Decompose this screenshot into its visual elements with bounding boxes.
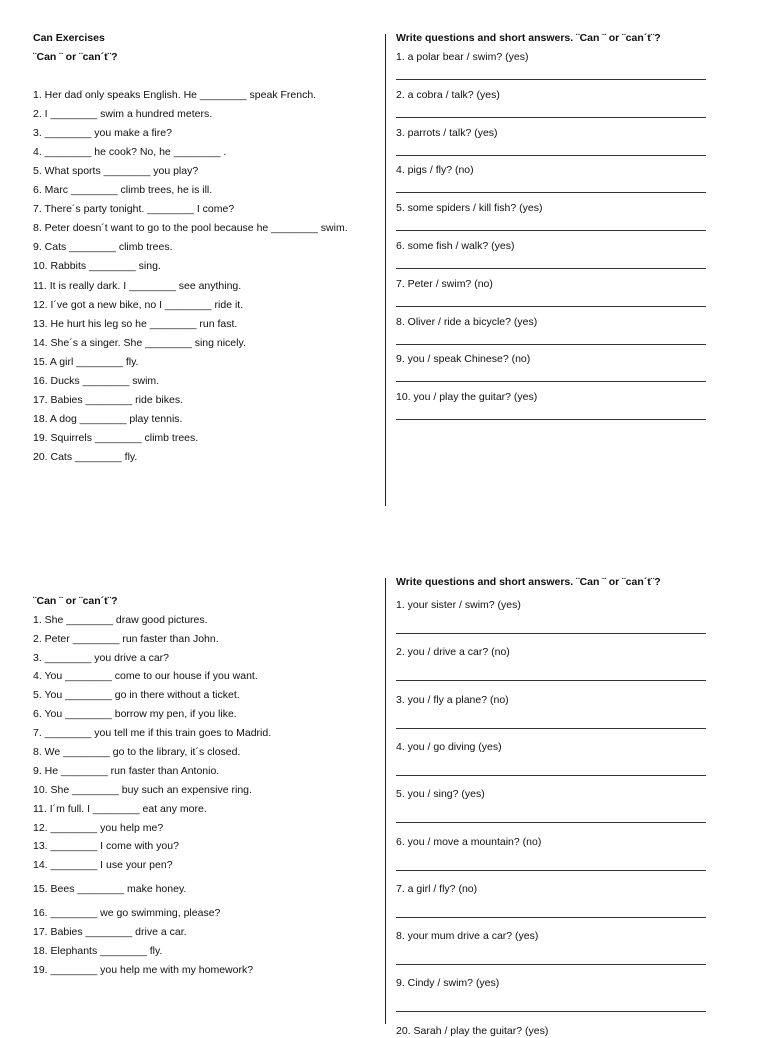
exercise-item: 7. There´s party tonight. ________ I come? <box>33 203 235 216</box>
question-item: 10. you / play the guitar? (yes) <box>396 391 538 404</box>
question-item: 8. your mum drive a car? (yes) <box>396 930 539 943</box>
question-item: 7. Peter / swim? (no) <box>396 277 493 290</box>
answer-line <box>396 917 706 918</box>
exercise-item: 18. A dog ________ play tennis. <box>33 412 183 425</box>
top-right-title: Write questions and short answers. ¨Can ¨ or ¨can´t¨? <box>396 32 661 44</box>
top-column-divider <box>385 34 386 506</box>
question-item: 20. Sarah / play the guitar? (yes) <box>396 1024 549 1037</box>
exercise-item: 19. Squirrels ________ climb trees. <box>33 431 199 444</box>
exercise-item: 1. She ________ draw good pictures. <box>33 614 208 626</box>
exercise-item: 20. Cats ________ fly. <box>33 450 138 463</box>
question-item: 5. some spiders / kill fish? (yes) <box>396 202 543 215</box>
exercise-item: 16. ________ we go swimming, please? <box>33 907 221 919</box>
question-item: 6. you / move a mountain? (no) <box>396 835 542 848</box>
exercise-item: 5. What sports ________ you play? <box>33 165 199 178</box>
exercise-item: 18. Elephants ________ fly. <box>33 945 163 957</box>
exercise-item: 10. She ________ buy such an expensive ring. <box>33 784 252 796</box>
exercise-item: 8. We ________ go to the library, it´s closed. <box>33 746 241 758</box>
question-item: 2. a cobra / talk? (yes) <box>396 88 500 101</box>
question-item: 3. parrots / talk? (yes) <box>396 126 498 139</box>
exercise-item: 16. Ducks ________ swim. <box>33 374 160 387</box>
question-item: 8. Oliver / ride a bicycle? (yes) <box>396 315 538 328</box>
exercise-item: 13. ________ I come with you? <box>33 840 179 852</box>
question-item: 1. your sister / swim? (yes) <box>396 599 521 611</box>
exercise-item: 12. ________ you help me? <box>33 822 164 834</box>
exercise-item: 12. I´ve got a new bike, no I ________ ride it. <box>33 298 244 311</box>
answer-line <box>396 870 706 871</box>
answer-line <box>396 268 706 269</box>
answer-line <box>396 728 706 729</box>
question-item: 1. a polar bear / swim? (yes) <box>396 51 529 63</box>
exercise-item: 13. He hurt his leg so he ________ run fast. <box>33 317 238 330</box>
exercise-item: 14. She´s a singer. She ________ sing nicely. <box>33 336 246 349</box>
answer-line <box>396 775 706 776</box>
exercise-item: 4. ________ he cook? No, he ________ . <box>33 146 227 159</box>
question-item: 4. pigs / fly? (no) <box>396 164 474 177</box>
exercise-item: 1. Her dad only speaks English. He ________ speak French. <box>33 89 317 101</box>
exercise-item: 9. Cats ________ climb trees. <box>33 241 173 254</box>
exercise-item: 2. Peter ________ run faster than John. <box>33 633 219 645</box>
exercise-item: 3. ________ you make a fire? <box>33 127 172 140</box>
exercise-item: 5. You ________ go in there without a ticket. <box>33 689 240 701</box>
exercise-item: 19. ________ you help me with my homework? <box>33 964 254 976</box>
question-item: 4. you / go diving (yes) <box>396 740 502 753</box>
exercise-item: 11. It is really dark. I ________ see anything. <box>33 279 242 292</box>
question-item: 3. you / fly a plane? (no) <box>396 693 509 706</box>
answer-line <box>396 381 706 382</box>
exercise-item: 2. I ________ swim a hundred meters. <box>33 108 213 121</box>
top-left-subtitle: ¨Can ¨ or ¨can´t¨? <box>33 51 118 63</box>
exercise-item: 3. ________ you drive a car? <box>33 652 170 664</box>
question-item: 9. you / speak Chinese? (no) <box>396 353 531 366</box>
answer-line <box>396 306 706 307</box>
exercise-item: 6. You ________ borrow my pen, if you like. <box>33 708 237 720</box>
exercise-item: 9. He ________ run faster than Antonio. <box>33 765 220 777</box>
exercise-item: 15. A girl ________ fly. <box>33 355 139 368</box>
question-item: 7. a girl / fly? (no) <box>396 882 478 895</box>
question-item: 5. you / sing? (yes) <box>396 788 485 801</box>
exercise-item: 7. ________ you tell me if this train goes to Madrid. <box>33 727 272 739</box>
answer-line <box>396 419 706 420</box>
answer-line <box>396 1011 706 1012</box>
answer-line <box>396 155 706 156</box>
bottom-left-subtitle: ¨Can ¨ or ¨can´t¨? <box>33 595 118 607</box>
answer-line <box>396 680 706 681</box>
worksheet-title: Can Exercises <box>33 32 105 44</box>
question-item: 6. some fish / walk? (yes) <box>396 240 515 252</box>
exercise-item: 4. You ________ come to our house if you want. <box>33 670 258 682</box>
exercise-item: 6. Marc ________ climb trees, he is ill. <box>33 184 213 197</box>
exercise-item: 14. ________ I use your pen? <box>33 859 173 871</box>
answer-line <box>396 230 706 231</box>
answer-line <box>396 344 706 345</box>
question-item: 2. you / drive a car? (no) <box>396 646 510 659</box>
answer-line <box>396 79 706 80</box>
exercise-item: 10. Rabbits ________ sing. <box>33 260 161 273</box>
bottom-right-title: Write questions and short answers. ¨Can ¨ or ¨can´t¨? <box>396 576 661 588</box>
answer-line <box>396 117 706 118</box>
bottom-column-divider <box>385 578 386 1024</box>
answer-line <box>396 822 706 823</box>
answer-line <box>396 633 706 634</box>
exercise-item: 15. Bees ________ make honey. <box>33 883 187 895</box>
answer-line <box>396 964 706 965</box>
exercise-item: 17. Babies ________ ride bikes. <box>33 393 184 406</box>
question-item: 9. Cindy / swim? (yes) <box>396 977 500 990</box>
exercise-item: 17. Babies ________ drive a car. <box>33 926 187 938</box>
exercise-item: 11. I´m full. I ________ eat any more. <box>33 803 207 815</box>
exercise-item: 8. Peter doesn´t want to go to the pool because he ________ swim. <box>33 222 348 235</box>
answer-line <box>396 192 706 193</box>
